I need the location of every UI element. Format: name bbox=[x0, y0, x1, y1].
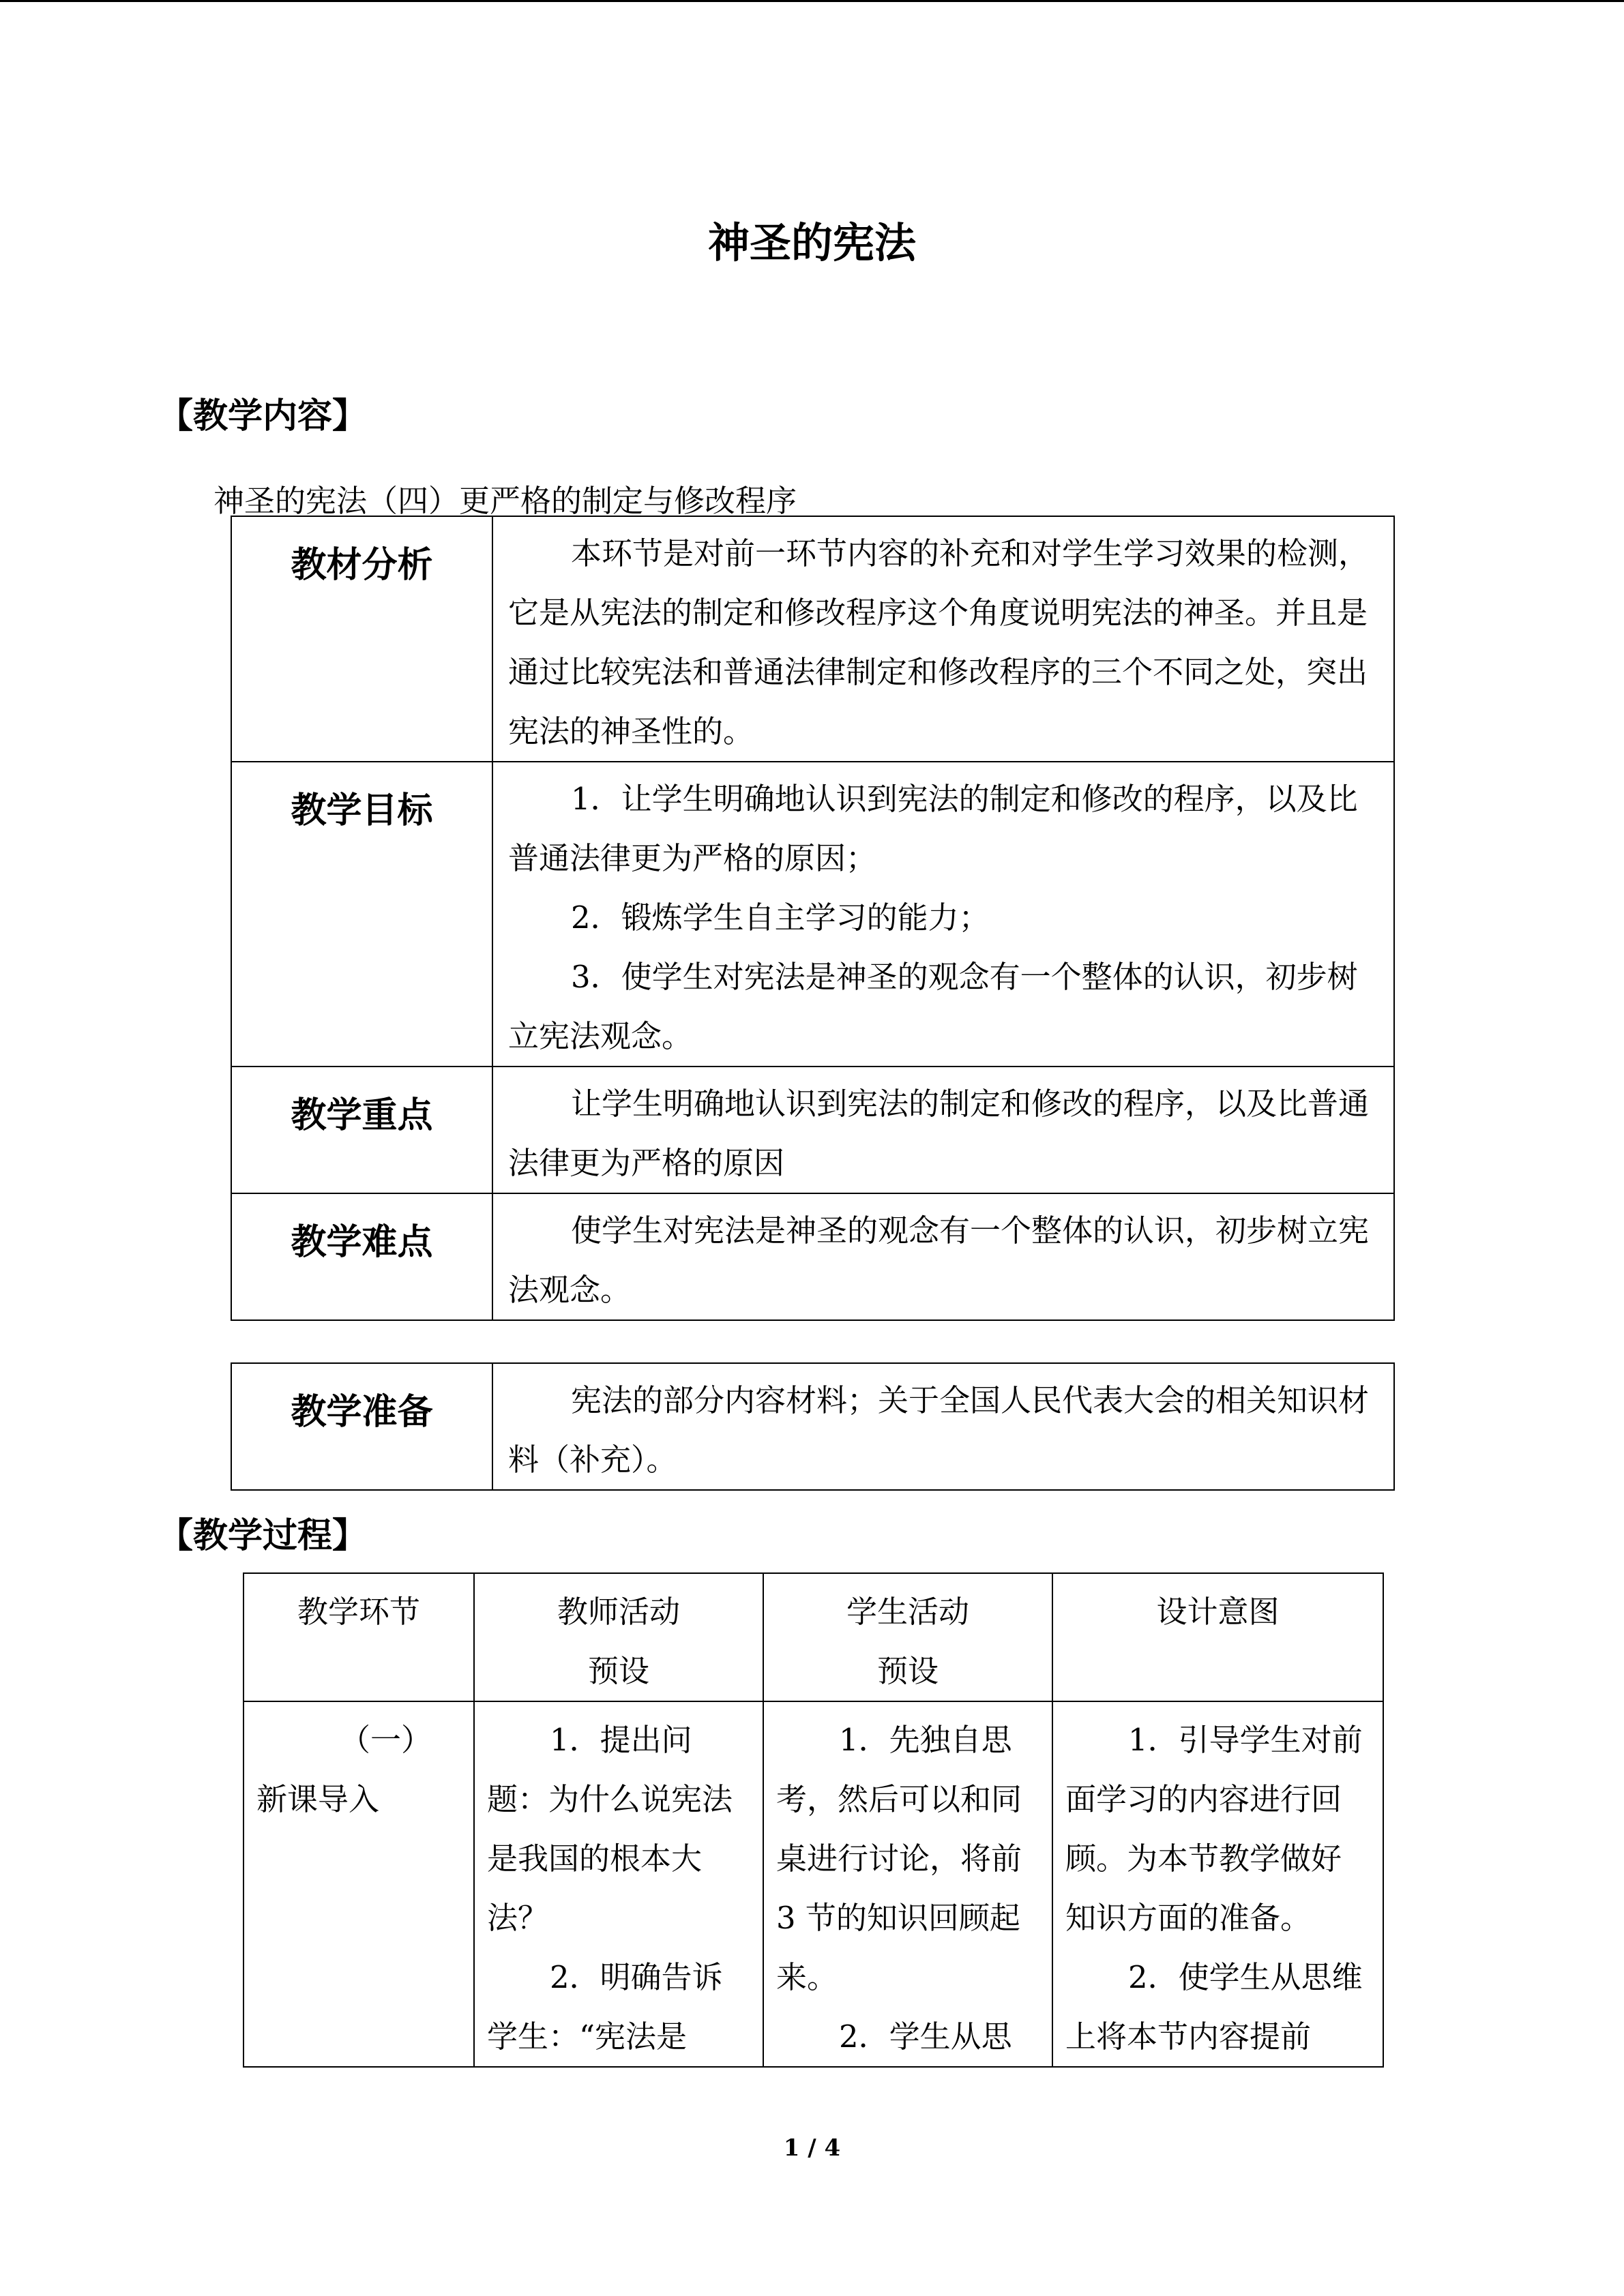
info-row-key-points bbox=[231, 1067, 1394, 1193]
info-label: 教学难点 bbox=[231, 1193, 492, 1320]
info-label: 教材分析 bbox=[231, 516, 492, 762]
info-row-objectives bbox=[231, 762, 1394, 1067]
stage-text: （一）新课导入 bbox=[256, 1722, 432, 1817]
teacher-cell bbox=[474, 1701, 763, 2067]
info-row-difficulties bbox=[231, 1193, 1394, 1320]
info-text bbox=[492, 1193, 1394, 1320]
header-teacher bbox=[474, 1573, 763, 1701]
info-label: 教学重点 bbox=[231, 1067, 492, 1193]
lesson-subtitle: 神圣的宪法（四）更严格的制定与修改程序 bbox=[213, 483, 797, 519]
info-row-preparation bbox=[231, 1363, 1394, 1490]
stage-cell bbox=[243, 1701, 474, 2067]
header-student bbox=[763, 1573, 1052, 1701]
header-text: 学生活动 bbox=[846, 1594, 969, 1630]
header-stage bbox=[243, 1573, 474, 1701]
header-intent bbox=[1052, 1573, 1383, 1701]
page-number: 1 / 4 bbox=[783, 2134, 841, 2162]
header-text: 预设 bbox=[587, 1653, 649, 1689]
student-item: 1．先独自思考，然后可以和同桌进行讨论，将前 3 节的知识回顾起来。 bbox=[776, 1722, 1022, 1995]
teacher-item: 2．明确告诉学生：“宪法是 bbox=[487, 1959, 723, 2055]
process-row-intro bbox=[243, 1701, 1383, 2067]
objective-item: 2．锻炼学生自主学习的能力； bbox=[571, 899, 990, 936]
section-heading-content: 【教学内容】 bbox=[158, 396, 368, 436]
lesson-info-table bbox=[231, 516, 1395, 1321]
preparation-table bbox=[231, 1362, 1395, 1491]
info-row-analysis bbox=[231, 516, 1394, 762]
objective-item: 1．让学生明确地认识到宪法的制定和修改的程序，以及比普通法律更为严格的原因； bbox=[508, 781, 1358, 876]
student-item: 2．学生从思 bbox=[839, 2018, 1012, 2055]
info-paragraph: 宪法的部分内容材料；关于全国人民代表大会的相关知识材料（补充）。 bbox=[508, 1382, 1370, 1478]
header-text: 设计意图 bbox=[1156, 1594, 1280, 1630]
teacher-item: 1．提出问题：为什么说宪法是我国的根本大法？ bbox=[487, 1722, 733, 1936]
info-text bbox=[492, 516, 1394, 762]
info-paragraph: 本环节是对前一环节内容的补充和对学生学习效果的检测，它是从宪法的制定和修改程序这个角度说明宪法的神圣。并且是通过比较宪法和普通法律制定和修改程序的三个不同之处，突出宪法的神圣性的。 bbox=[508, 535, 1370, 749]
intent-item: 2．使学生从思维上将本节内容提前 bbox=[1065, 1959, 1363, 2055]
info-paragraph: 使学生对宪法是神圣的观念有一个整体的认识，初步树立宪法观念。 bbox=[508, 1212, 1370, 1308]
info-text bbox=[492, 1067, 1394, 1193]
objective-item: 3．使学生对宪法是神圣的观念有一个整体的认识，初步树立宪法观念。 bbox=[508, 959, 1358, 1054]
intent-item: 1．引导学生对前面学习的内容进行回顾。为本节教学做好知识方面的准备。 bbox=[1065, 1722, 1363, 1936]
info-text bbox=[492, 762, 1394, 1067]
header-text: 预设 bbox=[876, 1653, 939, 1689]
student-cell bbox=[763, 1701, 1052, 2067]
header-text: 教学环节 bbox=[297, 1594, 420, 1630]
info-label: 教学目标 bbox=[231, 762, 492, 1067]
process-header-row bbox=[243, 1573, 1383, 1701]
info-text bbox=[492, 1363, 1394, 1490]
page-title: 神圣的宪法 bbox=[707, 219, 916, 267]
info-paragraph: 让学生明确地认识到宪法的制定和修改的程序，以及比普通法律更为严格的原因 bbox=[508, 1086, 1370, 1181]
page-top-border bbox=[0, 0, 1624, 2]
process-table bbox=[243, 1572, 1384, 2068]
info-label: 教学准备 bbox=[231, 1363, 492, 1490]
header-text: 教师活动 bbox=[557, 1594, 680, 1630]
intent-cell bbox=[1052, 1701, 1383, 2067]
section-heading-process: 【教学过程】 bbox=[158, 1516, 368, 1556]
